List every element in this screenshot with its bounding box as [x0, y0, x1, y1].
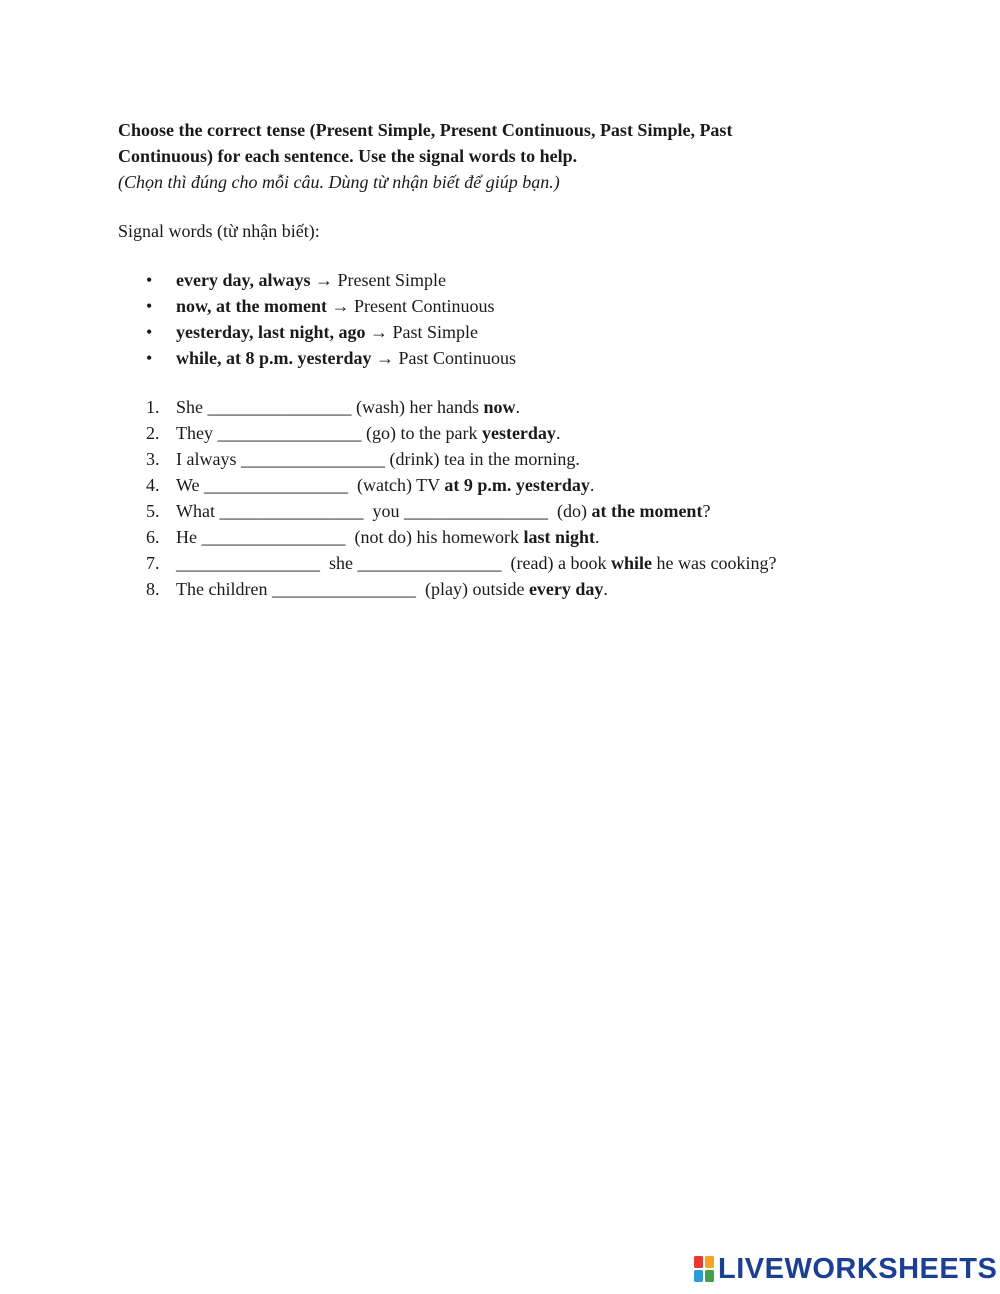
- signal-words-title: Signal words (từ nhận biết):: [118, 221, 320, 241]
- exercise-text: We ________________ (watch) TV: [176, 475, 445, 495]
- signal-tense: → Present Continuous: [327, 296, 495, 316]
- exercise-text: The children ________________ (play) outside: [176, 579, 529, 599]
- exercise-number: 6.: [146, 527, 160, 547]
- bullet-icon: •: [146, 348, 153, 368]
- exercise-item-4: [118, 472, 858, 498]
- signal-words: while, at 8 p.m. yesterday: [176, 348, 372, 368]
- signal-tense: → Past Continuous: [371, 348, 517, 368]
- exercise-number: 5.: [146, 501, 160, 521]
- signal-words: yesterday, last night, ago: [176, 322, 366, 342]
- signal-words-list: [118, 267, 858, 371]
- exercise-item-6: [118, 524, 858, 550]
- exercise-end: .: [555, 423, 561, 443]
- logo-block-i: [705, 1256, 714, 1268]
- exercise-end: .: [595, 527, 600, 547]
- exercise-text: He ________________ (not do) his homework: [176, 527, 524, 547]
- worksheet: [118, 117, 858, 602]
- signal-item: [118, 293, 858, 319]
- exercise-item-3: [118, 446, 858, 472]
- signal-item: [118, 345, 858, 371]
- exercise-signal: at the moment: [591, 501, 703, 521]
- exercise-list: [118, 394, 858, 602]
- exercise-number: 7.: [146, 553, 160, 573]
- exercise-end: .: [603, 579, 608, 599]
- exercise-number: 4.: [146, 475, 160, 495]
- logo-block-l: [694, 1256, 703, 1268]
- bullet-icon: •: [146, 296, 153, 316]
- exercise-signal: while: [610, 553, 652, 573]
- exercise-item-8: [118, 576, 858, 602]
- signal-words: now, at the moment: [176, 296, 327, 316]
- exercise-item-2: [118, 420, 858, 446]
- exercise-text: ________________ she ________________ (read) a book: [176, 553, 611, 573]
- exercise-signal: last night: [523, 527, 595, 547]
- exercise-signal: at 9 p.m. yesterday: [444, 475, 590, 495]
- exercise-end: he was cooking?: [651, 553, 777, 573]
- instruction-text: [118, 117, 858, 169]
- exercise-number: 2.: [146, 423, 160, 443]
- exercise-signal: now: [483, 397, 516, 417]
- exercise-end: .: [589, 475, 595, 495]
- exercise-text: I always ________________ (drink) tea in the morning.: [176, 449, 580, 469]
- liveworksheets-logo-icon: [694, 1256, 714, 1282]
- logo-block-e: [705, 1270, 714, 1282]
- signal-item: [118, 319, 858, 345]
- exercise-number: 3.: [146, 449, 160, 469]
- exercise-number: 1.: [146, 397, 160, 417]
- exercise-item-1: [118, 394, 858, 420]
- exercise-text: They ________________ (go) to the park: [176, 423, 482, 443]
- liveworksheets-logo: [694, 1254, 997, 1284]
- signal-tense: → Present Simple: [310, 270, 446, 290]
- exercise-item-5: [118, 498, 858, 524]
- exercise-text: She ________________ (wash) her hands: [176, 397, 484, 417]
- exercise-text: What ________________ you ________________ (do): [176, 501, 592, 521]
- exercise-number: 8.: [146, 579, 160, 599]
- instruction-line-1: Choose the correct tense (Present Simple, Present Continuous, Past Simple, Past: [118, 120, 733, 140]
- signal-item: [118, 267, 858, 293]
- signal-tense: → Past Simple: [365, 322, 479, 342]
- exercise-signal: yesterday: [481, 423, 556, 443]
- signal-words: every day, always: [176, 270, 311, 290]
- exercise-end: .: [515, 397, 520, 417]
- liveworksheets-logo-text: LIVEWORKSHEETS: [718, 1252, 998, 1285]
- instruction-line-2: Continuous) for each sentence. Use the signal words to help.: [118, 146, 578, 166]
- exercise-item-7: [118, 550, 858, 576]
- exercise-signal: every day: [528, 579, 604, 599]
- logo-block-v: [694, 1270, 703, 1282]
- exercise-end: ?: [702, 501, 711, 521]
- bullet-icon: •: [146, 270, 153, 290]
- bullet-icon: •: [146, 322, 153, 342]
- instruction-translation: (Chọn thì đúng cho mỗi câu. Dùng từ nhận biết để giúp bạn.): [118, 172, 560, 192]
